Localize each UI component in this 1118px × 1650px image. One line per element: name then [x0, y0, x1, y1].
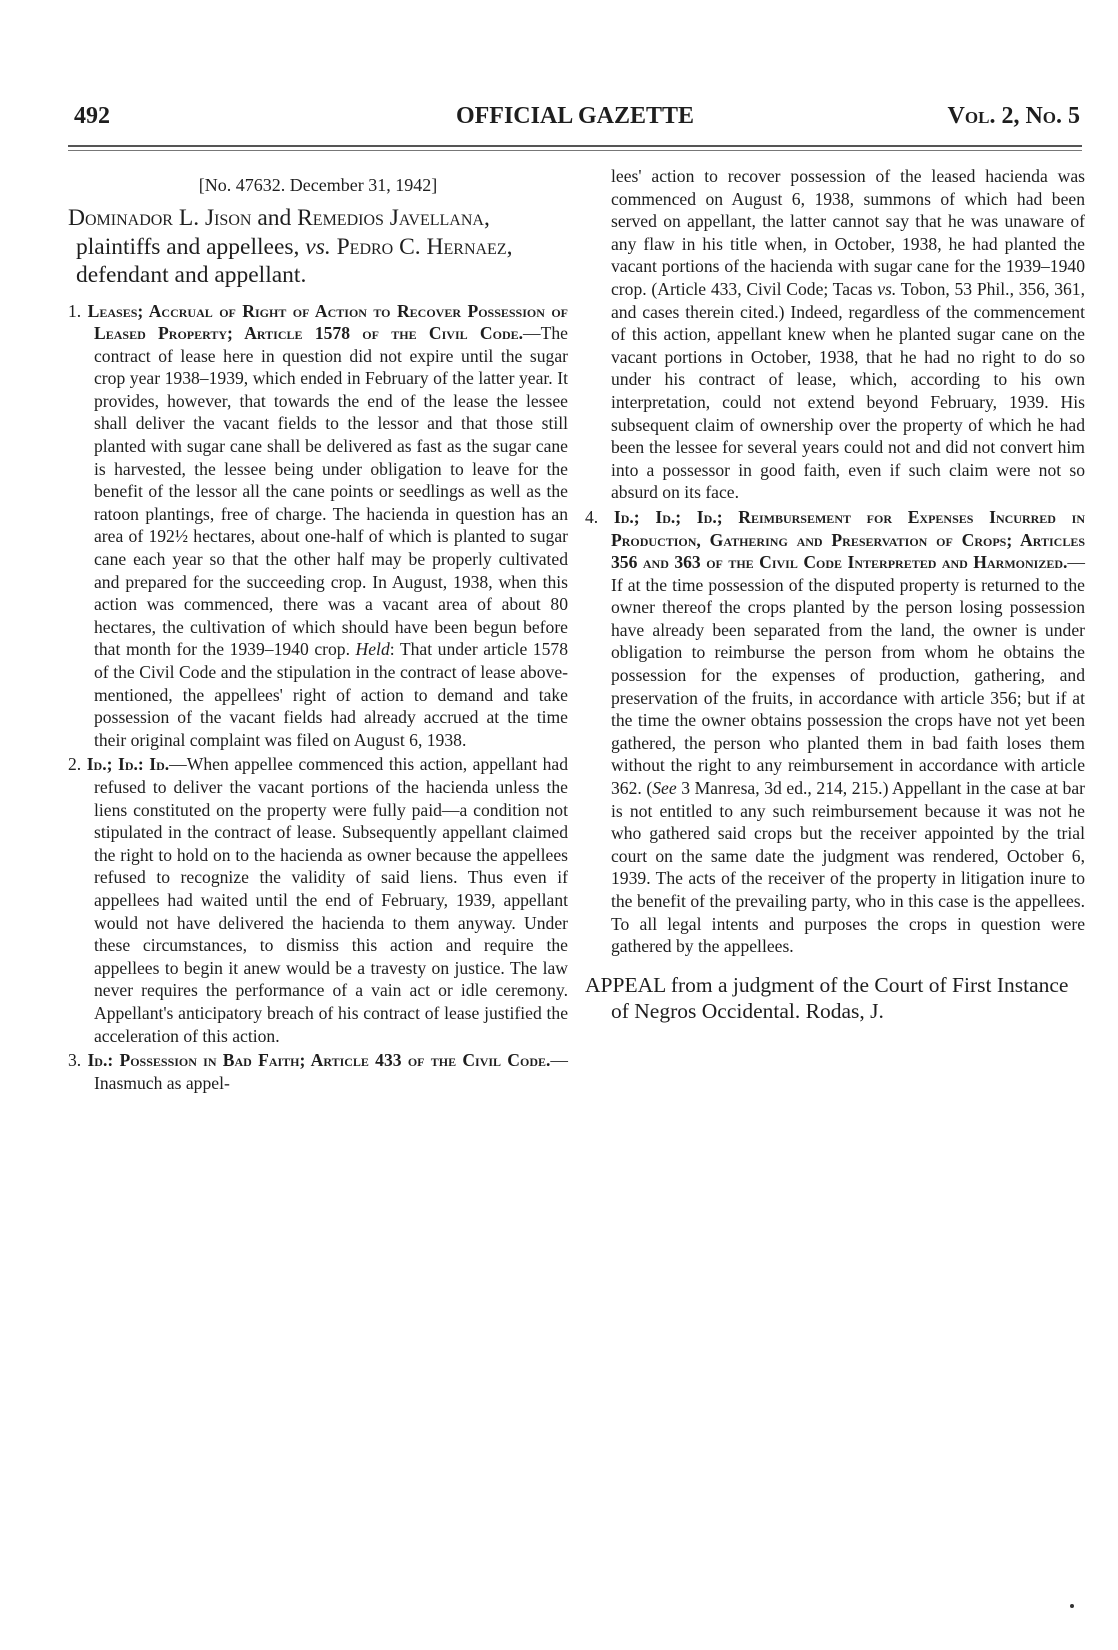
note-1-body-a: —The contract of lease here in question did not expire until the sugar crop year 1938–1939, which ended in February of the latter year. It provides, however, that towards the end of the lease the lessee shall deliver the vacant fields to the lessor and that those still planted with sugar cane shall be delivered as fast as the sugar cane is harvested, the lessee being under obligation to leave for the benefit of the lessor all the cane points or seedlings as well as the ratoon plantings, free of charge. The hacienda in question has an area of 192½ hectares, about one-half of which is planted to sugar cane each year so that the other half may be properly cultivated and prepared for the succeeding crop. In August, 1938, when this action was commenced, there was a vacant area of about 80 hectares, the cultivation of which should have been begun before that month for the 1939–1940 crop. [94, 323, 568, 660]
header-rule [68, 145, 1082, 151]
note-2-number: 2. [68, 754, 87, 775]
syllabus-note-4 [585, 506, 1085, 958]
defendant: Pedro C. Hernaez [336, 233, 507, 260]
versus: vs. [305, 233, 331, 260]
syllabus-note-3-continued [585, 165, 1085, 504]
note-4-body-a: —If at the time possession of the disputed property is returned to the owner thereof the crops planted by the person losing possession have already been separated from the land, the owner is under obligation to reimburse the person from whom he obtains the possession for the expenses of production, gathering, and preservation of the fruits, in accordance with article 356; but if at the time the owner obtains possession the crops have not yet been gathered, the person who planted them in bad faith loses them without the right to any reimbursement in accordance with article 362. ( [611, 552, 1085, 799]
appeal-text: from a judgment of the Court of First Instance of Negros Occidental. Rodas, J. [611, 972, 1069, 1024]
plaintiff-2: Remedios Javellana [297, 205, 484, 231]
note-3-body-right-b: Tobon, 53 Phil., 356, 361, and cases therein cited.) Indeed, regardless of the commencement of this action, appellant knew when he planted sugar cane on the vacant portions in October, 1938, that he had no right to do so under his contract of lease, which, according to his own interpretation, could not extend beyond February, 1939. His subsequent claim of ownership over the property of which he had been the lessee for several years could not and did not convert him into a possessor in good faith, even if such claim were not so absurd on its face. [611, 278, 1085, 503]
note-1-subject: Leases; Accrual of Right of Action to Recover Possession of Leased Property; Article 1578 of the Civil Code. [87, 300, 568, 344]
syllabus-note-2 [68, 753, 568, 1047]
defendant-role: , defendant and appellant. [76, 233, 513, 288]
note-4-subject: Id.; Id.; Id.; Reimbursement for Expenses Incurred in Production, Gathering and Preservation of Crops; Articles 356 and 363 of the Civil Code Interpreted and Harmonized. [611, 506, 1085, 573]
note-4-see: See [652, 778, 677, 799]
note-4-body-b: 3 Manresa, 3d ed., 214, 215.) Appellant in the case at bar is not entitled to any such reimbursement because it was not he who gathered said crops but the receiver appointed by the trial court on the same date the judgment was rendered, October 6, 1939. The acts of the receiver of the property in litigation inure to the benefit of the prevailing party, who in this case is the appellees. To all legal intents and purposes the crops in question were gathered by the appellees. [611, 778, 1085, 957]
case-title [68, 204, 568, 290]
note-2-body: —When appellee commenced this action, appellant had refused to deliver the vacant portions of the hacienda unless the liens constituted on the property were fully paid—a condition not stipulated in the contract of lease. Subsequently appellant claimed the right to hold on to the hacienda as owner because the appellees refused to recognize the validity of said liens. Thus even if appellees had waited until the end of February, 1939, appellant would not have delivered the hacienda to them anyway. Under these circumstances, to dismiss this action and require the appellees to begin it anew would be a travesty on justice. The law never requires the performance of a vain act or idle ceremony. Appellant's anticipatory breach of his contract of lease justified the acceleration of this action. [94, 754, 569, 1046]
note-3-body-right-a: lees' action to recover possession of the leased hacienda was commenced on August 6, 1938, summons of which had been served on appellant, the latter cannot say that he was unaware of any flaw in his title when, in October, 1938, he had planted the vacant portions of the hacienda with sugar cane for the 1939–1940 crop. (Article 433, Civil Code; Tacas [611, 166, 1085, 299]
note-1-held: Held [355, 639, 390, 660]
docket-line: [No. 47632. December 31, 1942] [198, 175, 438, 195]
right-column [585, 165, 1085, 1025]
plaintiffs-role: , plaintiffs and appellees, [76, 205, 490, 260]
conjunction: and [251, 205, 298, 231]
page-mark [1070, 1604, 1074, 1608]
plaintiff-1: Dominador L. Jison [68, 205, 252, 231]
note-1-body-b: : That under article 1578 of the Civil Code and the stipulation in the contract of lease above-mentioned, the appellees' right of action to demand and take possession of the vacant fields had already accrued at the time their original complaint was filed on August 6, 1938. [94, 639, 568, 750]
publication-title: OFFICIAL GAZETTE [455, 103, 695, 129]
appeal-lead: APPEAL [585, 972, 666, 997]
note-3-subject: Id.: Possession in Bad Faith; Article 433 of the Civil Code. [87, 1050, 551, 1071]
note-4-number: 4. [585, 506, 614, 527]
note-3-number: 3. [68, 1050, 88, 1071]
appeal-statement [585, 972, 1085, 1025]
note-3-versus: vs. [877, 278, 897, 299]
left-column [68, 165, 568, 1094]
syllabus-note-1 [68, 300, 568, 752]
note-3-body-left: —Inasmuch as appel- [94, 1050, 569, 1093]
page-header [68, 96, 1082, 136]
note-1-number: 1. [68, 300, 88, 321]
note-2-subject: Id.; Id.: Id. [86, 754, 170, 775]
volume-issue: Vol. 2, No. 5 [947, 103, 1080, 129]
page-number: 492 [74, 103, 110, 129]
syllabus-note-3 [68, 1049, 568, 1094]
